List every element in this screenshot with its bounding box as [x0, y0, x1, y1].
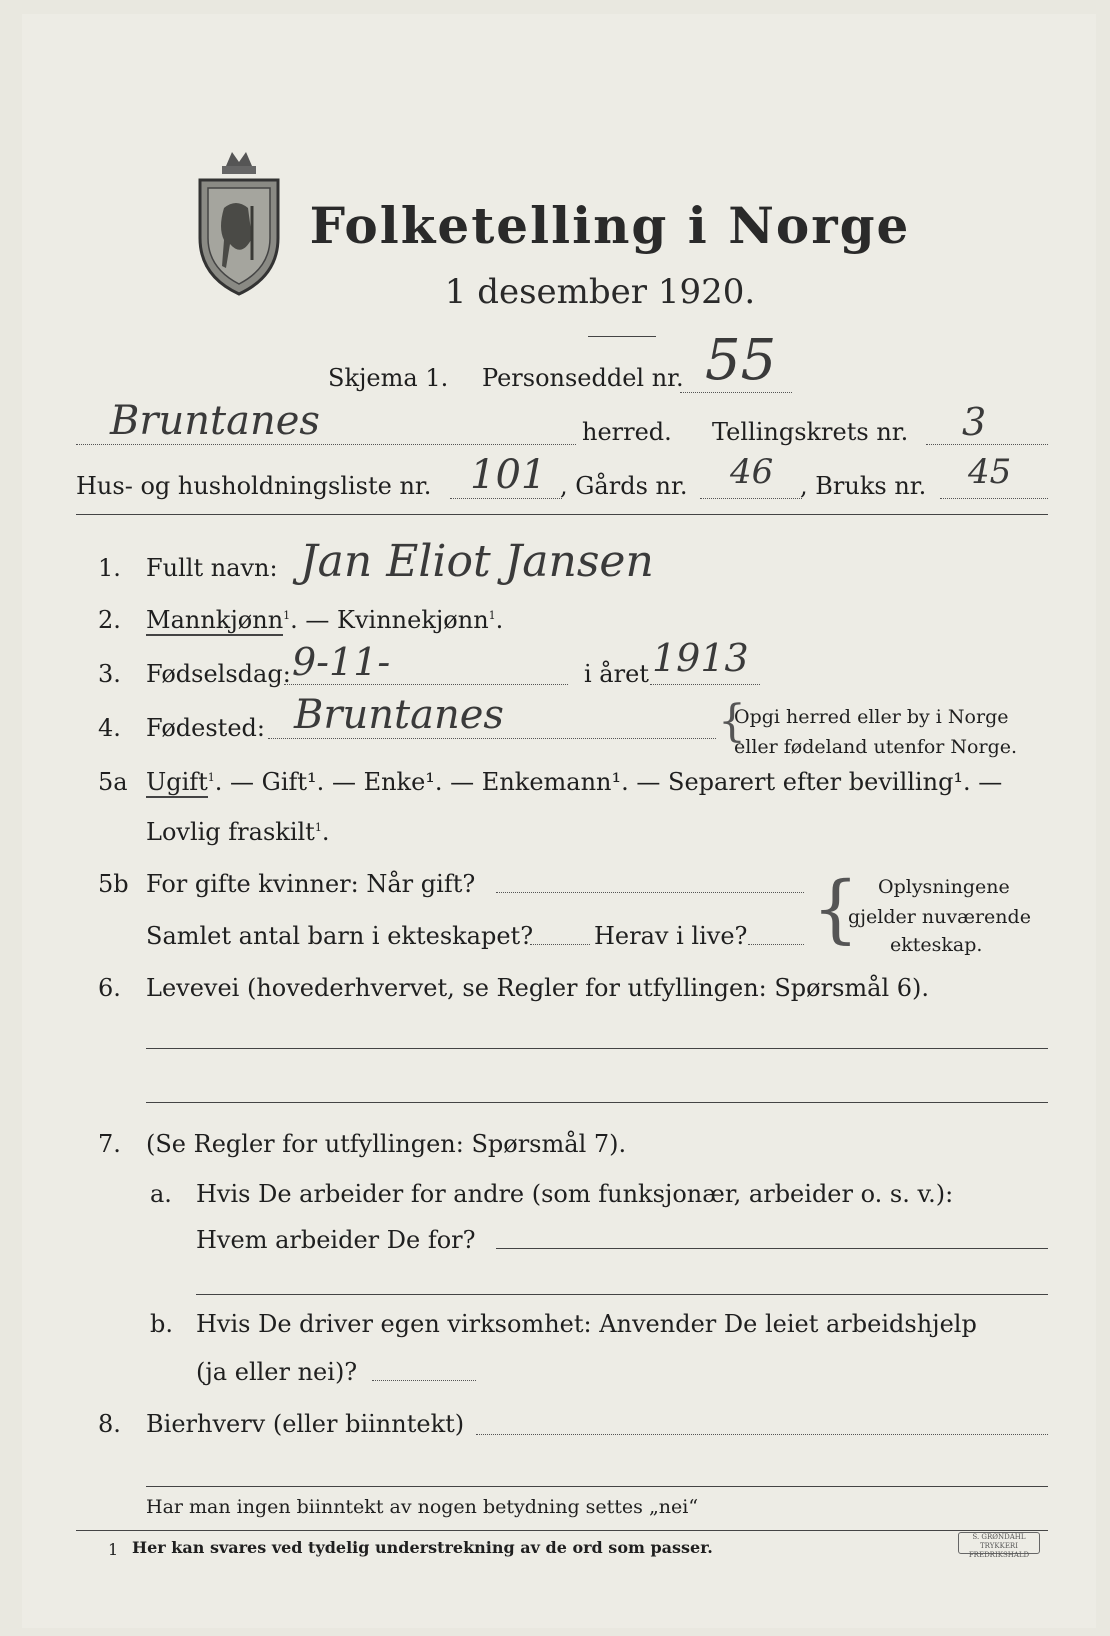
employer-field-line-2[interactable] [196, 1294, 1048, 1295]
q5b-note-line2: gjelder nuværende [848, 906, 1031, 928]
q7-number: 7. [98, 1130, 121, 1158]
q6-label: Levevei (hovederhvervet, se Regler for utfyllingen: Spørsmål 6). [146, 974, 930, 1002]
occupation-field-line-1[interactable] [146, 1048, 1048, 1049]
tellingskrets-value[interactable]: 3 [962, 400, 987, 444]
fraskilt-label: Lovlig fraskilt [146, 818, 315, 846]
q4-note-line2: eller fødeland utenfor Norge. [734, 736, 1018, 758]
marital-fraskilt-option[interactable]: Lovlig fraskilt$^1$. [146, 818, 330, 846]
birthplace-value[interactable]: Bruntanes [294, 692, 504, 738]
q5b-alive-label: Herav i live? [594, 922, 748, 950]
q3-year-label: i året [584, 660, 649, 688]
q7b-line1: Hvis De driver egen virksomhet: Anvender De leiet arbeidshjelp [196, 1310, 977, 1338]
tellingskrets-field-line [926, 444, 1048, 445]
printer-stamp [958, 1532, 1040, 1559]
herred-field-line [76, 444, 576, 445]
marital-other-options[interactable]: . — Gift¹. — Enke¹. — Enkemann¹. — Separert efter bevilling¹. — [214, 768, 1003, 796]
q5b-number: 5b [98, 870, 129, 898]
title-divider [588, 336, 656, 337]
q1-label: Fullt navn: [146, 554, 278, 582]
q7b-letter: b. [150, 1310, 173, 1338]
q2-number: 2. [98, 606, 121, 634]
herred-value[interactable]: Bruntanes [110, 398, 320, 444]
schema-label: Skjema 1. [328, 364, 449, 392]
q7a-letter: a. [150, 1180, 172, 1208]
married-when-field-line [496, 892, 804, 893]
q4-note-line1: Opgi herred eller by i Norge [734, 706, 1009, 728]
q5b-married-when-label: For gifte kvinner: Når gift? [146, 870, 476, 898]
q4-brace: { [718, 696, 746, 747]
birthyear-value[interactable]: 1913 [652, 636, 749, 680]
header-rule [76, 514, 1048, 515]
employer-field-line[interactable] [496, 1248, 1048, 1249]
q2-end: . [495, 606, 504, 634]
q5b-children-label: Samlet antal barn i ekteskapet? [146, 922, 534, 950]
bruks-value[interactable]: 45 [968, 452, 1012, 492]
personseddel-value[interactable]: 55 [705, 328, 777, 393]
gards-label: , Gårds nr. [560, 472, 688, 500]
side-income-field-line[interactable] [476, 1434, 1048, 1435]
hus-label: Hus- og husholdningsliste nr. [76, 472, 432, 500]
q5b-note-line1: Oplysningene [878, 876, 1010, 898]
q5b-note-line3: ekteskap. [890, 934, 983, 956]
gards-field-line [700, 498, 802, 499]
footnote-mark: 1 [108, 1540, 119, 1559]
gender-female-option[interactable]: . — Kvinnekjønn [290, 606, 489, 634]
q8-label: Bierhverv (eller biinntekt) [146, 1410, 465, 1438]
q7a-employer-label: Hvem arbeider De for? [196, 1226, 476, 1254]
footnote-rule [76, 1530, 1048, 1531]
q8-number: 8. [98, 1410, 121, 1438]
alive-field-line [748, 944, 804, 945]
q1-number: 1. [98, 554, 121, 582]
bruks-label: , Bruks nr. [800, 472, 927, 500]
full-name-value[interactable]: Jan Eliot Jansen [300, 536, 654, 587]
q4-label: Fødested: [146, 714, 265, 742]
bruks-field-line [940, 498, 1048, 499]
marital-ugift-option[interactable]: Ugift [146, 768, 208, 796]
q8-note: Har man ingen biinntekt av nogen betydning settes „nei“ [146, 1496, 699, 1518]
hus-value[interactable]: 101 [470, 452, 547, 498]
children-field-line [530, 944, 590, 945]
hus-field-line [450, 498, 562, 499]
q3-number: 3. [98, 660, 121, 688]
personseddel-label: Personseddel nr. [482, 364, 684, 392]
side-income-field-line-2[interactable] [146, 1486, 1048, 1487]
herred-label: herred. [582, 418, 672, 446]
q3-label: Fødselsdag: [146, 660, 291, 688]
q2-gender-options: Mannkjønn$^1$. — Kvinnekjønn$^1$. [146, 606, 504, 634]
census-date: 1 desember 1920. [444, 272, 756, 312]
q7-label: (Se Regler for utfyllingen: Spørsmål 7). [146, 1130, 627, 1158]
tellingskrets-label: Tellingskrets nr. [712, 418, 909, 446]
q5b-brace: { [812, 866, 860, 952]
birthdate-field-line [284, 684, 568, 685]
q5a-number: 5a [98, 768, 128, 796]
q4-number: 4. [98, 714, 121, 742]
q7a-line1: Hvis De arbeider for andre (som funksjonær, arbeider o. s. v.): [196, 1180, 954, 1208]
birthplace-field-line [268, 738, 716, 739]
footnote-text: Her kan svares ved tydelig understrekning av de ord som passer. [132, 1538, 713, 1557]
birthyear-field-line [650, 684, 760, 685]
form-title: Folketelling i Norge [309, 196, 911, 255]
hired-help-field-line[interactable] [372, 1380, 476, 1381]
gards-value[interactable]: 46 [730, 452, 774, 492]
gender-male-option[interactable]: Mannkjønn [146, 606, 284, 634]
q5a-marital-options: Ugift$^1$. — Gift¹. — Enke¹. — Enkemann¹. — Separert efter bevilling¹. — [146, 768, 1003, 796]
q7b-hired-help-label: (ja eller nei)? [196, 1358, 358, 1386]
printer-stamp-line1: S. GRØNDAHL TRYKKERI [972, 1533, 1026, 1550]
occupation-field-line-2[interactable] [146, 1102, 1048, 1103]
birthdate-value[interactable]: 9-11- [292, 640, 391, 684]
printer-stamp-line2: FREDRIKSHALD [968, 1551, 1030, 1559]
q6-number: 6. [98, 974, 121, 1002]
